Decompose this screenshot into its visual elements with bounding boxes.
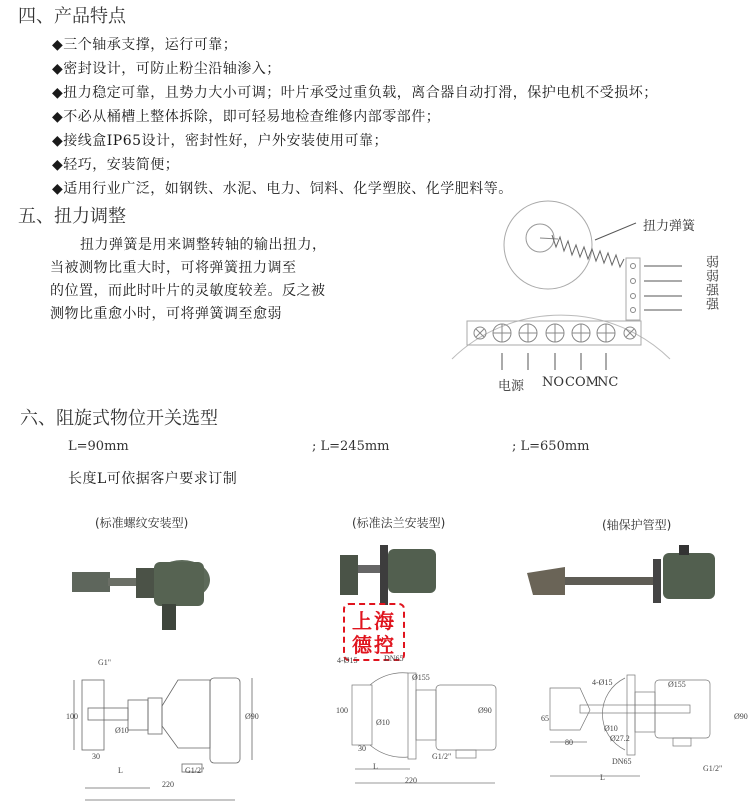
dim-shaft: Ø10 xyxy=(376,718,390,727)
model-caption: (轴保护管型) xyxy=(602,518,672,532)
terminal-nc: NC xyxy=(597,375,619,390)
feature-text: 密封设计，可防止粉尘沿轴渗入； xyxy=(63,61,281,77)
flange-model-drawing xyxy=(330,665,520,795)
feature-text: 轻巧，安装简便； xyxy=(63,157,180,173)
torque-text-line: 的位置，而此时叶片的灵敏度较差。反之被 xyxy=(50,283,326,299)
terminal-no: NO xyxy=(542,375,565,390)
dim-total: 220 xyxy=(405,776,417,785)
feature-text: 接线盒IP65设计，密封性好，户外安装使用可靠； xyxy=(63,133,389,149)
feature-text: 扭力稳定可靠，且势力大小可调；叶片承受过重负载，离合器自动打滑，保护电机不受损坏； xyxy=(63,85,658,101)
diamond-bullet-icon: ◆ xyxy=(52,37,64,53)
diamond-bullet-icon: ◆ xyxy=(52,61,64,77)
feature-item xyxy=(52,82,658,102)
dim-flange: DN65 xyxy=(612,757,632,766)
feature-item xyxy=(52,58,281,78)
dim-shaft: Ø10 xyxy=(604,724,618,733)
level-strong: 强 xyxy=(703,297,718,311)
dim-height: 100 xyxy=(66,712,78,721)
dim-height: 100 xyxy=(336,706,348,715)
section-6-title: 六、阻旋式物位开关选型 xyxy=(20,408,218,429)
dim-body: Ø90 xyxy=(478,706,492,715)
dim-tube: Ø27.2 xyxy=(610,734,630,743)
feature-item xyxy=(52,106,440,126)
dim-length: L xyxy=(600,773,605,782)
spring-label: 扭力弹簧 xyxy=(643,219,696,234)
dim-body: Ø90 xyxy=(245,712,259,721)
feature-item xyxy=(52,34,237,54)
model-caption: (标准法兰安装型) xyxy=(352,516,446,530)
level-labels xyxy=(703,255,717,311)
dim-body: Ø90 xyxy=(734,712,748,721)
dim-paddle: 30 xyxy=(358,744,366,753)
diamond-bullet-icon: ◆ xyxy=(52,181,64,197)
dim-conduit: G1/2" xyxy=(703,764,723,773)
level-weak: 弱 xyxy=(703,255,718,269)
dim-holes: 4-Ø15 xyxy=(337,656,358,665)
diamond-bullet-icon: ◆ xyxy=(52,109,64,125)
dim-length: L xyxy=(118,766,123,775)
feature-text: 适用行业广泛，如钢铁、水泥、电力、饲料、化学塑胶、化学肥料等。 xyxy=(63,181,513,197)
dim-shaft: Ø10 xyxy=(115,726,129,735)
dim-flange-diameter: Ø155 xyxy=(412,673,430,682)
dim-length: L xyxy=(373,762,378,771)
section-5-title: 五、扭力调整 xyxy=(18,206,126,227)
feature-text: 三个轴承支撑，运行可靠； xyxy=(63,37,238,53)
level-strong: 强 xyxy=(703,283,718,297)
terminal-com: COM xyxy=(565,375,599,390)
dim-paddle: 80 xyxy=(565,738,573,747)
dim-paddle: 30 xyxy=(92,752,100,761)
dim-flange: DN65 xyxy=(384,654,404,663)
terminal-power: 电源 xyxy=(498,379,525,394)
dim-flange-diameter: Ø155 xyxy=(668,680,686,689)
feature-item xyxy=(52,154,179,174)
torque-text-line: 测物比重愈小时，可将弹簧调至愈弱 xyxy=(50,306,282,322)
section-4-title: 四、产品特点 xyxy=(18,6,126,27)
feature-item xyxy=(52,130,388,150)
dim-total: 220 xyxy=(162,780,174,789)
dim-height: 65 xyxy=(541,714,549,723)
level-weak: 弱 xyxy=(703,269,718,283)
diamond-bullet-icon: ◆ xyxy=(52,157,64,173)
dim-conduit: G1/2" xyxy=(185,766,205,775)
model-caption: (标准螺纹安装型) xyxy=(95,516,189,530)
dim-conduit: G1/2" xyxy=(432,752,452,761)
custom-length-note: 长度L可依据客户要求订制 xyxy=(68,471,238,487)
threaded-model-photo xyxy=(70,560,220,650)
diamond-bullet-icon: ◆ xyxy=(52,133,64,149)
length-option: ; L=650mm xyxy=(512,439,590,454)
torque-text-line: 扭力弹簧是用来调整转轴的输出扭力， xyxy=(80,237,327,253)
dim-thread: G1" xyxy=(98,658,112,667)
torque-text-line: 当被测物比重大时，可将弹簧扭力调至 xyxy=(50,260,297,276)
length-option: L=90mm xyxy=(68,439,129,454)
tube-model-photo xyxy=(525,545,725,615)
feature-text: 不必从桶槽上整体拆除，即可轻易地检查维修内部零部件； xyxy=(63,109,441,125)
company-stamp: 上海 德控 xyxy=(343,603,405,661)
length-option: ; L=245mm xyxy=(312,439,390,454)
diamond-bullet-icon: ◆ xyxy=(52,85,64,101)
dim-holes: 4-Ø15 xyxy=(592,678,613,687)
